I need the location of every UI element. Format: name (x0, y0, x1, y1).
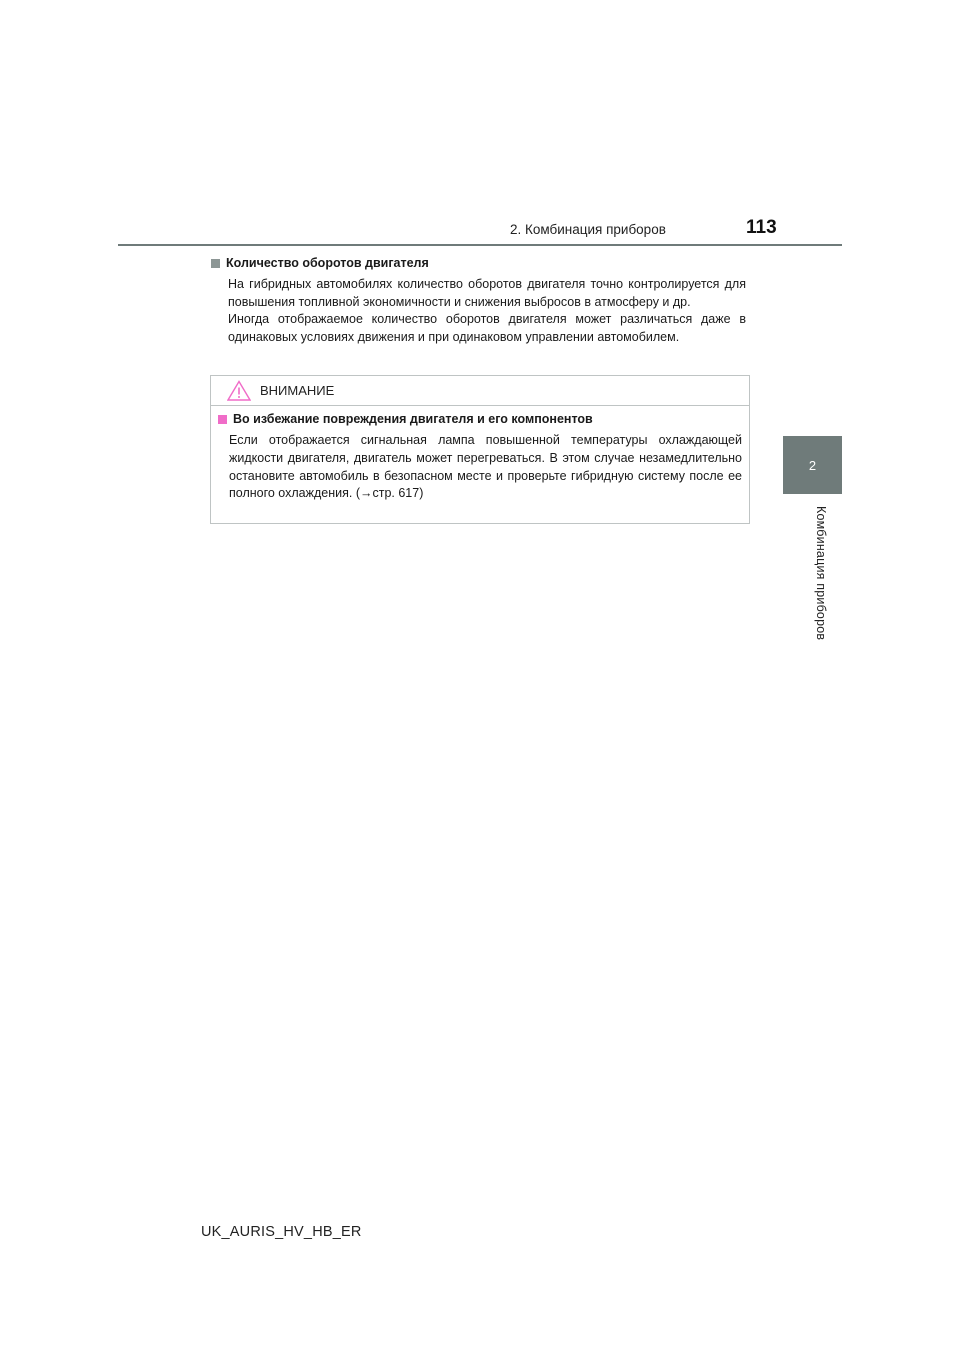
warning-text: Если отображается сигнальная лампа повышенной температуры охлаждающей жидкости двигателя, двигатель может перегреваться. В этом случае незамедлительно остановите автомобиль в безопасном месте и проверьте гибридную систему после ее полного охлаждения. (→стр. 617) (229, 433, 742, 501)
section-heading-text: Количество оборотов двигателя (226, 256, 429, 270)
warning-heading (218, 412, 593, 426)
square-bullet-icon (218, 415, 227, 424)
side-tab-number: 2 (808, 457, 817, 473)
section-body (228, 276, 746, 346)
page-number: 113 (746, 217, 777, 238)
warning-heading-text: Во избежание повреждения двигателя и его компонентов (233, 412, 593, 426)
header-section-title: 2. Комбинация приборов (510, 222, 666, 237)
warning-triangle-icon (227, 380, 251, 401)
arrow-icon: → (359, 486, 373, 501)
warning-title: ВНИМАНИЕ (260, 383, 335, 398)
section-paragraph-1: На гибридных автомобилях количество оборотов двигателя точно контролируется для повышения топливной экономичности и снижения выбросов в атмосферу и др. (228, 277, 746, 309)
section-paragraph-2: Иногда отображаемое количество оборотов двигателя может различаться даже в одинаковых условиях движения и при одинаковом управлении автомобилем. (228, 312, 746, 344)
header-rule (118, 244, 842, 246)
warning-box (210, 375, 750, 524)
side-tab-label: Комбинация приборов (814, 506, 828, 641)
side-tab (783, 436, 842, 494)
warning-title-bar (211, 376, 749, 406)
footer-code: UK_AURIS_HV_HB_ER (201, 1224, 362, 1240)
section-heading (211, 256, 429, 270)
page-reference: стр. 617 (372, 486, 420, 501)
square-bullet-icon (211, 259, 220, 268)
